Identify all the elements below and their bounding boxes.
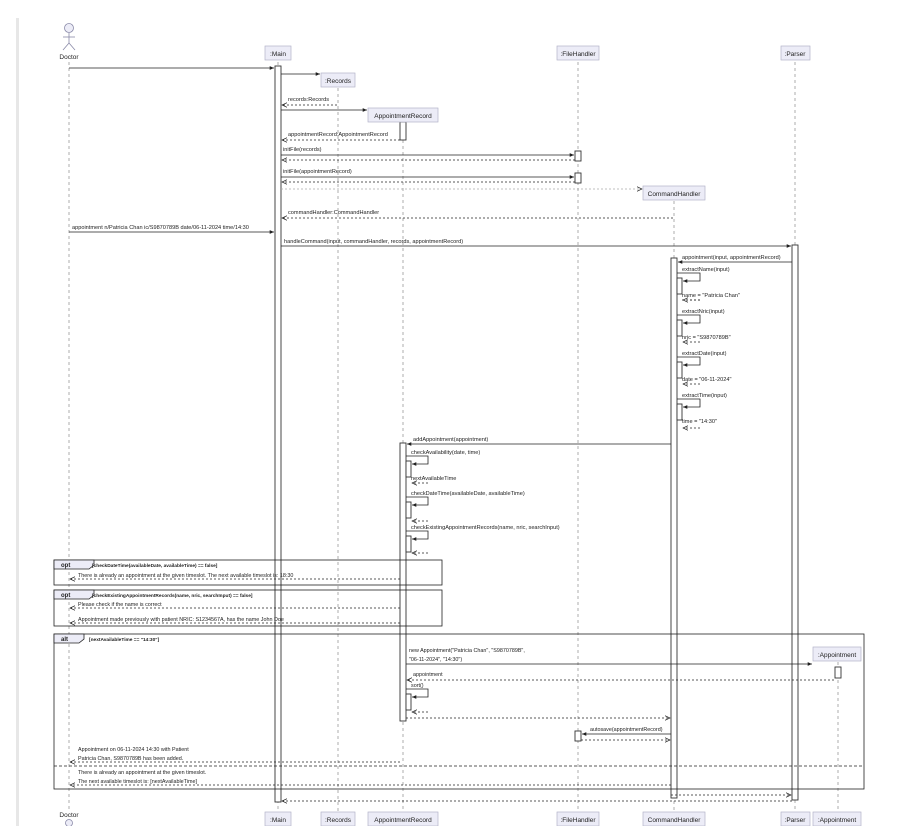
participant-parser-top <box>781 46 810 60</box>
svg-text:AppointmentRecord: AppointmentRecord <box>374 113 432 120</box>
participant-appointment-created <box>813 647 861 661</box>
fragment-kind: opt <box>61 593 71 599</box>
svg-text:AppointmentRecord: AppointmentRecord <box>374 817 432 824</box>
actor-label: Doctor <box>59 54 79 61</box>
message-label: appointment(input, appointmentRecord) <box>682 255 781 261</box>
message-label: handleCommand(input, commandHandler, records, appointmentRecord) <box>284 239 464 245</box>
activation-bars <box>275 66 841 802</box>
participant-appointmentrecord-created <box>368 108 438 122</box>
message-label: Appointment made previously with patient NRIC: S1234567A, has the name John Doe <box>78 617 284 623</box>
message-label: initFile(records) <box>283 147 322 153</box>
fragment-kind: alt <box>61 637 69 643</box>
participant-commandhandler-bottom <box>643 812 705 826</box>
participant-filehandler-bottom <box>557 812 599 826</box>
actor-doctor-bottom <box>59 812 79 826</box>
participant-footers <box>59 812 861 826</box>
svg-text:checkExistingAppointmentRecord: checkExistingAppointmentRecords(name, nric, searchInput) <box>411 525 560 531</box>
svg-text::Main: :Main <box>270 817 286 824</box>
message-label: appointment n/Patricia Chan ic/S9870789B date/06-11-2024 time/14:30 <box>72 225 249 231</box>
actor-head-icon <box>65 24 74 33</box>
message-label: "06-11-2024", "14:30") <box>409 657 463 663</box>
self-call-check-existing <box>406 525 560 553</box>
svg-text:nric = "S9870789B": nric = "S9870789B" <box>682 335 731 341</box>
svg-text::Records: :Records <box>324 817 352 824</box>
svg-text::Parser: :Parser <box>784 51 806 58</box>
svg-text:name = "Patricia Chan": name = "Patricia Chan" <box>682 293 740 299</box>
svg-text::Appointment: :Appointment <box>817 817 857 824</box>
activation-check-availability <box>406 461 411 477</box>
self-call-extract-name <box>677 267 740 300</box>
activation-filehandler-1 <box>575 151 581 161</box>
fragment-guard: [checkDateTime(availableDate, availableTime) == false] <box>92 564 218 569</box>
participant-main-top <box>265 46 291 60</box>
fragment-opt-datetime <box>54 560 442 585</box>
participant-parser-bottom <box>781 812 810 826</box>
activation-sort <box>406 694 411 710</box>
activation-parser <box>792 245 798 800</box>
svg-text::FileHandler: :FileHandler <box>560 817 596 824</box>
svg-text:extractNric(input): extractNric(input) <box>682 309 725 315</box>
message-label: addAppointment(appointment) <box>413 437 489 443</box>
self-call-check-availability <box>406 450 480 483</box>
activation-apptrecord <box>400 443 406 721</box>
svg-text:time = "14:30": time = "14:30" <box>682 419 717 425</box>
fragment-kind: opt <box>61 563 71 569</box>
participant-appointmentrecord-bottom <box>368 812 438 826</box>
messages <box>69 68 792 553</box>
activation-check-existing <box>406 536 411 552</box>
message-label: Please check if the name is correct <box>78 602 162 608</box>
activation-check-datetime <box>406 502 411 518</box>
svg-text:Doctor: Doctor <box>59 812 79 819</box>
svg-text:CommandHandler: CommandHandler <box>647 817 701 824</box>
message-label: The next available timeslot is: [nextAvailableTime] <box>78 779 197 785</box>
participant-records-bottom <box>321 812 355 826</box>
svg-text:date = "06-11-2024": date = "06-11-2024" <box>682 377 732 383</box>
actor-doctor-top <box>59 24 79 62</box>
fragment-guard: [nextAvailableTime == "14:30"] <box>89 638 160 643</box>
activation-main <box>275 66 281 802</box>
svg-text:extractTime(input): extractTime(input) <box>682 393 727 399</box>
svg-text::Records: :Records <box>324 78 352 85</box>
self-call-check-datetime <box>406 491 525 521</box>
participant-appointment-bottom <box>813 812 861 826</box>
message-label: Patricia Chan, S9870789B has been added. <box>78 756 184 762</box>
self-call-extract-time <box>677 393 727 428</box>
message-label: There is already an appointment at the given timeslot. The next available timeslot is: 18:30 <box>78 573 294 579</box>
svg-text:extractDate(input): extractDate(input) <box>682 351 727 357</box>
message-label: sort() <box>411 683 424 689</box>
activation-apptrecord-create <box>400 122 406 140</box>
svg-text::Parser: :Parser <box>784 817 806 824</box>
final-returns <box>282 795 792 801</box>
message-label: appointmentRecord:AppointmentRecord <box>288 132 388 138</box>
svg-text::Main: :Main <box>270 51 286 58</box>
activation-filehandler-2 <box>575 173 581 183</box>
activation-extract-name <box>677 278 682 294</box>
message-label: There is already an appointment at the given timeslot. <box>78 770 207 776</box>
activation-appointment <box>835 667 841 678</box>
activation-extract-nric <box>677 320 682 336</box>
participant-records-created <box>321 73 355 87</box>
message-label: initFile(appointmentRecord) <box>283 169 352 175</box>
self-call-extract-nric <box>677 309 731 342</box>
svg-text:checkDateTime(availableDate, a: checkDateTime(availableDate, availableTime) <box>411 491 525 497</box>
fragment-opt-existing <box>54 590 442 626</box>
fragment-guard: [checkExistingAppointmentRecords(name, nric, searchInput) == false] <box>92 594 253 599</box>
activation-extract-time <box>677 404 682 420</box>
activation-filehandler-3 <box>575 731 581 741</box>
message-label: autosave(appointmentRecord) <box>590 727 663 733</box>
message-label: Appointment on 06-11-2024 14:30 with Patient <box>78 747 189 753</box>
activation-extract-date <box>677 362 682 378</box>
svg-text::FileHandler: :FileHandler <box>560 51 596 58</box>
participant-commandhandler-created <box>643 186 705 200</box>
self-call-extract-date <box>677 351 731 384</box>
participant-heads-top <box>265 46 861 661</box>
fragment-alt <box>54 634 864 789</box>
svg-text:CommandHandler: CommandHandler <box>647 191 701 198</box>
svg-text::Appointment: :Appointment <box>817 652 857 659</box>
message-label: new Appointment("Patricia Chan", "S9870789B", <box>409 648 525 654</box>
svg-text:nextAvailableTime: nextAvailableTime <box>411 476 457 482</box>
message-label: records:Records <box>288 97 330 103</box>
svg-text:extractName(input): extractName(input) <box>682 267 730 273</box>
participant-filehandler-top <box>557 46 599 60</box>
actor-head-icon <box>66 820 73 826</box>
message-label: commandHandler:CommandHandler <box>288 210 380 216</box>
participant-main-bottom <box>265 812 291 826</box>
message-label: appointment <box>413 672 443 678</box>
svg-text:checkAvailability(date, time): checkAvailability(date, time) <box>411 450 481 456</box>
activation-commandhandler <box>671 258 677 798</box>
